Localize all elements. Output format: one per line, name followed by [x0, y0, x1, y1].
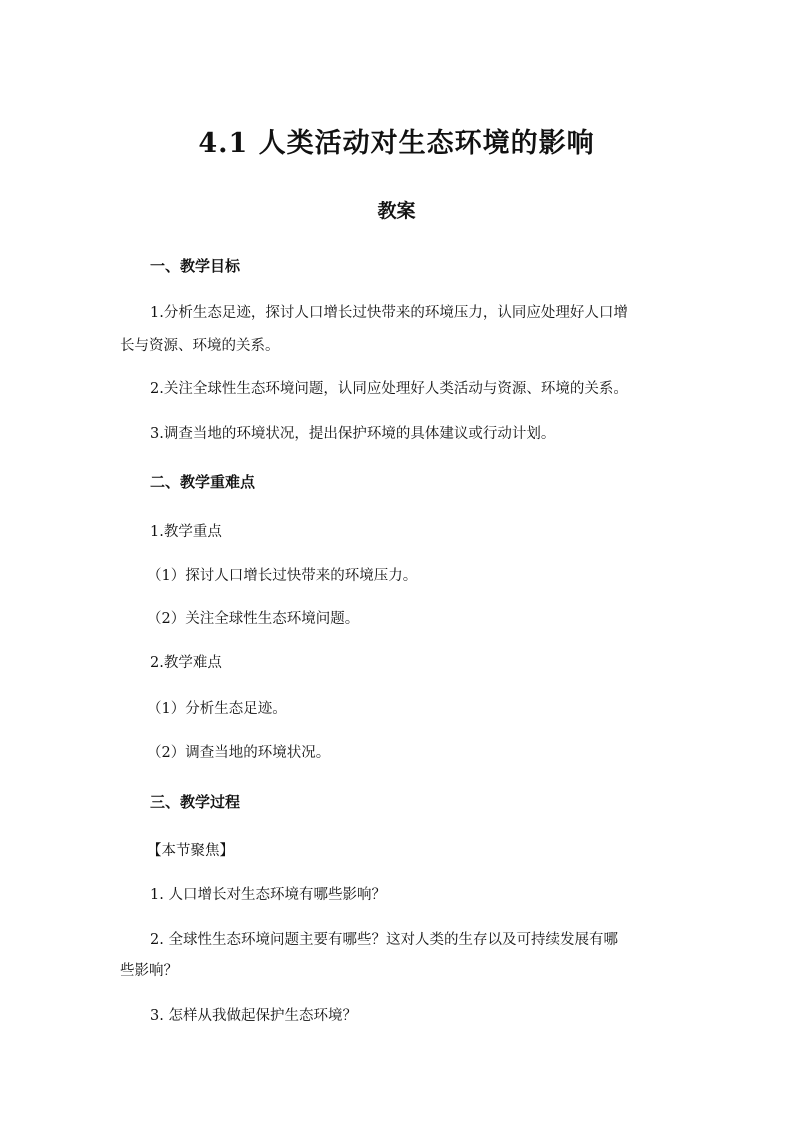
section-heading-objectives: 一、教学目标 [150, 257, 241, 275]
objective-item-2: 2.关注全球性生态环境问题，认同应处理好人类活动与资源、环境的关系。 [150, 381, 628, 397]
key-point-2: （2）关注全球性生态环境问题。 [147, 611, 360, 627]
objective-item-3: 3.调查当地的环境状况，提出保护环境的具体建议或行动计划。 [150, 426, 556, 442]
document-title: 4.1 人类活动对生态环境的影响 [198, 128, 595, 159]
objective-item-1: 1.分析生态足迹，探讨人口增长过快带来的环境压力，认同应处理好人口增 [150, 305, 628, 321]
difficult-point-1: （1）分析生态足迹。 [147, 701, 287, 717]
objective-item-1-continued: 长与资源、环境的关系。 [120, 338, 280, 354]
difficult-points-label: 2.教学难点 [150, 655, 222, 671]
focus-question-2: 2. 全球性生态环境问题主要有哪些？这对人类的生存以及可持续发展有哪 [150, 932, 618, 948]
section-heading-key-points: 二、教学重难点 [150, 473, 256, 491]
document-subtitle: 教案 [377, 200, 416, 222]
key-point-1: （1）探讨人口增长过快带来的环境压力。 [147, 568, 418, 584]
focus-question-2-continued: 些影响？ [120, 963, 178, 979]
focus-question-1: 1. 人口增长对生态环境有哪些影响？ [150, 887, 386, 903]
section-heading-process: 三、教学过程 [150, 793, 241, 811]
key-points-label: 1.教学重点 [150, 524, 222, 540]
difficult-point-2: （2）调查当地的环境状况。 [147, 745, 331, 761]
focus-question-3: 3. 怎样从我做起保护生态环境？ [150, 1008, 357, 1024]
section-focus-label: 【本节聚焦】 [147, 843, 234, 859]
